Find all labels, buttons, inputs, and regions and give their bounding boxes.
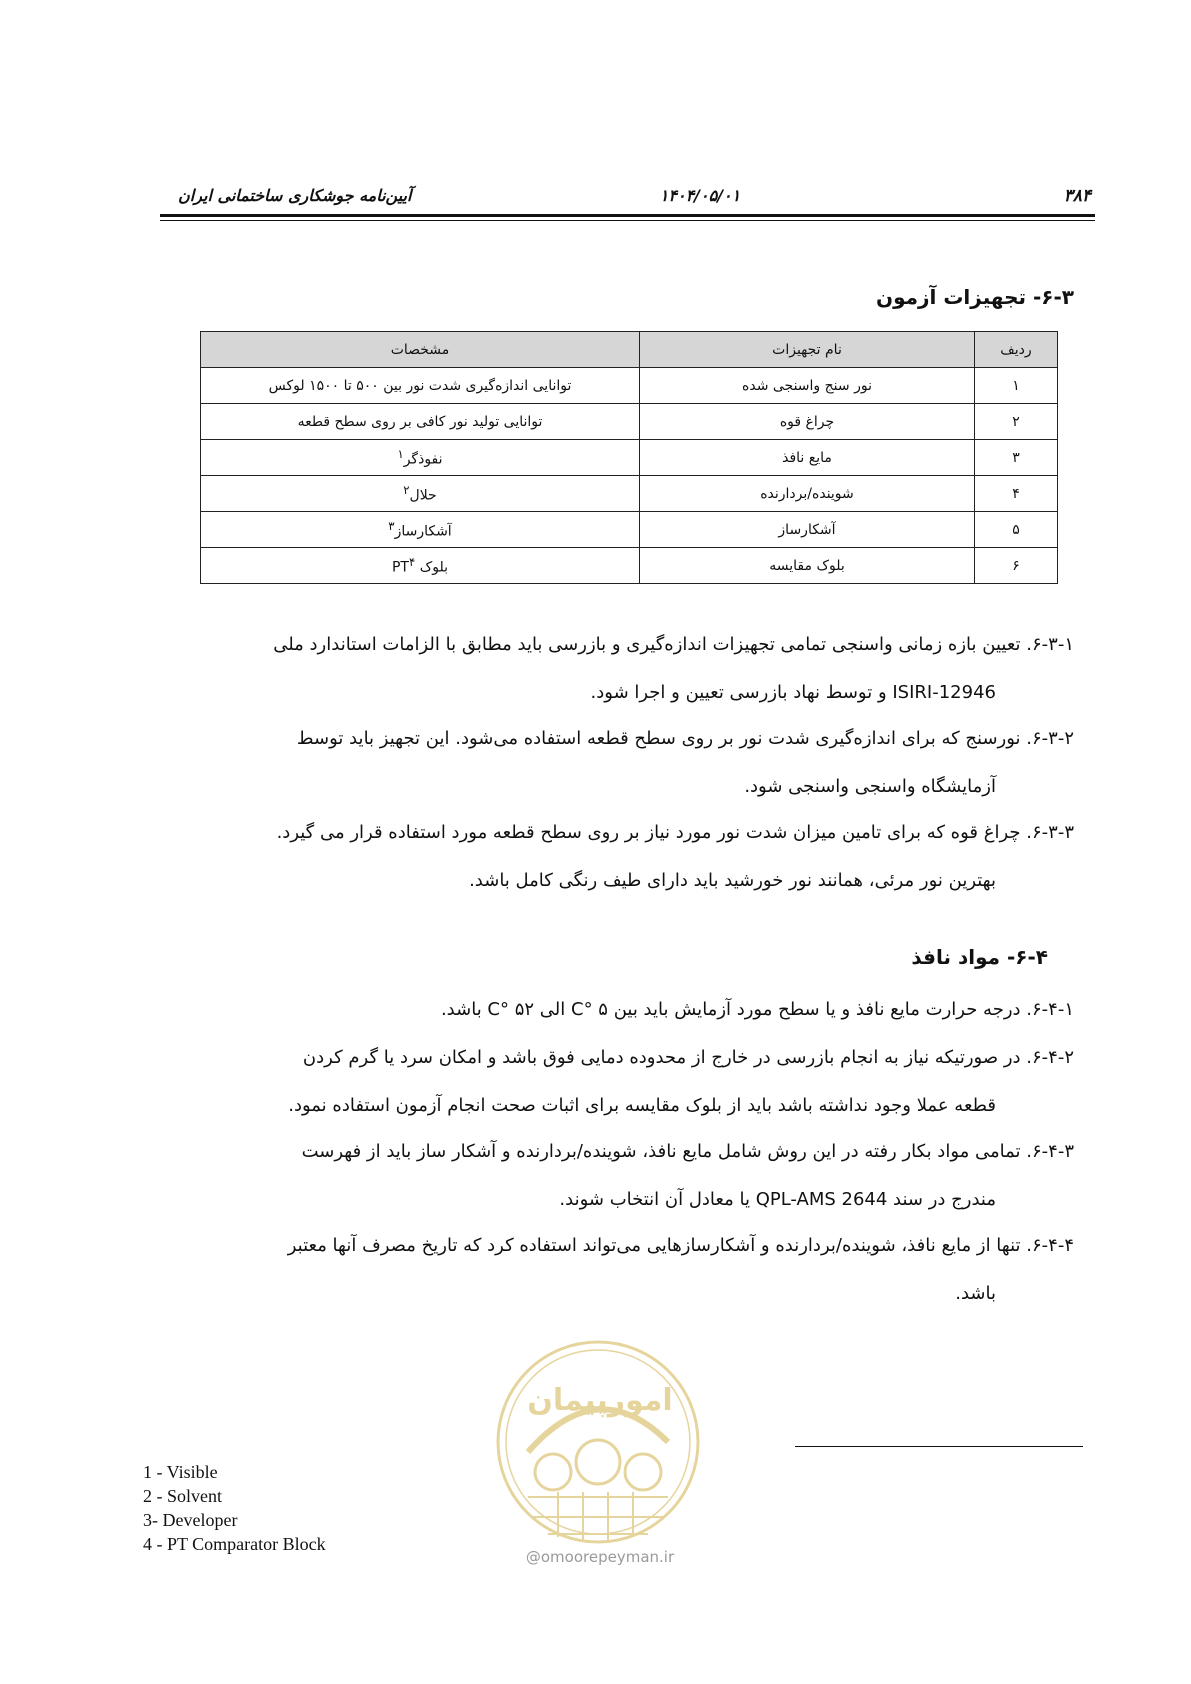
cell-row-number: ۱ <box>975 368 1058 404</box>
footnote-rule <box>795 1446 1083 1447</box>
cell-specification <box>201 476 640 512</box>
section-title-equipment: ۶-۳- تجهیزات آزمون <box>876 285 1074 309</box>
table-row <box>201 512 1058 548</box>
paragraph-text-cont: ISIRI-12946 و توسط نهاد بازرسی تعیین و اجرا شود. <box>590 682 996 703</box>
header-rule-thin <box>160 220 1095 221</box>
spec-text: حلال <box>409 487 437 504</box>
book-title: آیین‌نامه جوشکاری ساختمانی ایران <box>178 186 412 205</box>
spec-text: آشکارساز <box>394 523 452 540</box>
footnote-ref: ۲ <box>403 483 410 498</box>
cell-equipment-name: آشکارساز <box>640 512 975 548</box>
spec-text: نفوذگر <box>403 451 443 468</box>
paragraph-number: ۶-۴-۳. <box>1026 1141 1074 1162</box>
cell-row-number: ۲ <box>975 404 1058 440</box>
table-row <box>201 404 1058 440</box>
table-row <box>201 440 1058 476</box>
footnotes <box>143 1460 326 1556</box>
paragraph-text-cont: بهترین نور مرئی، همانند نور خورشید باید دارای طیف رنگی کامل باشد. <box>469 870 996 891</box>
paragraph-text: تمامی مواد بکار رفته در این روش شامل مایع نافذ، شوینده/بردارنده و آشکار ساز باید از فهرست <box>301 1141 1021 1162</box>
spec-text: بلوک PT <box>391 559 448 576</box>
cell-equipment-name: مایع نافذ <box>640 440 975 476</box>
footnote-ref: ۴ <box>408 555 416 570</box>
watermark-text: @omoorepeyman.ir <box>525 1548 675 1566</box>
cell-row-number: ۵ <box>975 512 1058 548</box>
footnote-item: 2 - Solvent <box>143 1486 222 1506</box>
paragraph-text-cont: مندرج در سند QPL-AMS 2644 یا معادل آن انتخاب شوند. <box>559 1189 996 1210</box>
paragraph-6-3-3 <box>134 809 1074 905</box>
paragraph-6-4-1 <box>134 986 1074 1034</box>
paragraph-number: ۶-۴-۱. <box>1026 999 1074 1020</box>
paragraph-text: تنها از مایع نافذ، شوینده/بردارنده و آشکارسازهایی می‌تواند استفاده کرد که تاریخ مصرف آنها معتبر <box>287 1235 1021 1256</box>
equipment-table <box>200 331 1058 584</box>
header-rule-thick <box>160 214 1095 217</box>
paragraph-text-cont: قطعه عملا وجود نداشته باشد باید از بلوک مقایسه برای اثبات صحت انجام آزمون استفاده نمود. <box>288 1095 996 1116</box>
paragraph-number: ۶-۳-۱. <box>1026 634 1074 655</box>
cell-specification: توانایی اندازه‌گیری شدت نور بین ۵۰۰ تا ۱۵۰۰ لوکس <box>201 368 640 404</box>
cell-equipment-name: نور سنج واسنجی شده <box>640 368 975 404</box>
watermark-logo <box>488 1332 708 1572</box>
table-row <box>201 548 1058 584</box>
footnote-ref: ۱ <box>397 447 404 462</box>
cell-equipment-name: شوینده/بردارنده <box>640 476 975 512</box>
footnote-item: 3- Developer <box>143 1510 238 1530</box>
header-date: ۱۴۰۴/۰۵/۰۱ <box>659 186 741 205</box>
cell-row-number: ۳ <box>975 440 1058 476</box>
cell-specification <box>201 512 640 548</box>
cell-equipment-name: چراغ قوه <box>640 404 975 440</box>
paragraph-text: درجه حرارت مایع نافذ و یا سطح مورد آزمایش باید بین C° ۵ الی C° ۵۲ باشد. <box>440 999 1021 1020</box>
paragraph-6-4-4 <box>134 1222 1074 1318</box>
footnote-ref: ۳ <box>388 519 395 534</box>
header-row-number: ردیف <box>975 332 1058 368</box>
paragraph-6-4-2 <box>134 1034 1074 1130</box>
cell-specification: توانایی تولید نور کافی بر روی سطح قطعه <box>201 404 640 440</box>
page-number: ۳۸۴ <box>1063 186 1091 206</box>
watermark-logo-text: امورپیمان <box>527 1383 673 1418</box>
paragraph-text: چراغ قوه که برای تامین میزان شدت نور مورد نیاز بر روی سطح قطعه مورد استفاده قرار می گیرد. <box>276 822 1021 843</box>
paragraph-number: ۶-۳-۲. <box>1026 728 1074 749</box>
cell-specification <box>201 440 640 476</box>
cell-specification <box>201 548 640 584</box>
paragraph-text: نورسنج که برای اندازه‌گیری شدت نور بر روی سطح قطعه استفاده می‌شود. این تجهیز باید توسط <box>296 728 1021 749</box>
paragraph-number: ۶-۴-۴. <box>1026 1235 1074 1256</box>
table-row <box>201 476 1058 512</box>
header-specification: مشخصات <box>201 332 640 368</box>
paragraph-text: در صورتیکه نیاز به انجام بازرسی در خارج از محدوده دمایی فوق باشد و امکان سرد یا گرم کردن <box>302 1047 1021 1068</box>
paragraph-6-4-3 <box>134 1128 1074 1224</box>
table-row <box>201 368 1058 404</box>
paragraph-text-cont: باشد. <box>955 1283 996 1304</box>
cell-equipment-name: بلوک مقایسه <box>640 548 975 584</box>
paragraph-number: ۶-۴-۲. <box>1026 1047 1074 1068</box>
footnote-item: 1 - Visible <box>143 1462 218 1482</box>
section-title-penetrant-materials: ۶-۴- مواد نافذ <box>911 945 1048 969</box>
paragraph-text-cont: آزمایشگاه واسنجی واسنجی شود. <box>744 776 996 797</box>
page-header <box>160 186 1095 208</box>
paragraph-6-3-1 <box>134 621 1074 717</box>
table-header-row <box>201 332 1058 368</box>
footnote-item: 4 - PT Comparator Block <box>143 1534 326 1554</box>
cell-row-number: ۴ <box>975 476 1058 512</box>
header-equipment-name: نام تجهیزات <box>640 332 975 368</box>
cell-row-number: ۶ <box>975 548 1058 584</box>
paragraph-6-3-2 <box>134 715 1074 811</box>
paragraph-number: ۶-۳-۳. <box>1026 822 1074 843</box>
paragraph-text: تعیین بازه زمانی واسنجی تمامی تجهیزات اندازه‌گیری و بازرسی باید مطابق با الزامات استاندارد ملی <box>273 634 1021 655</box>
